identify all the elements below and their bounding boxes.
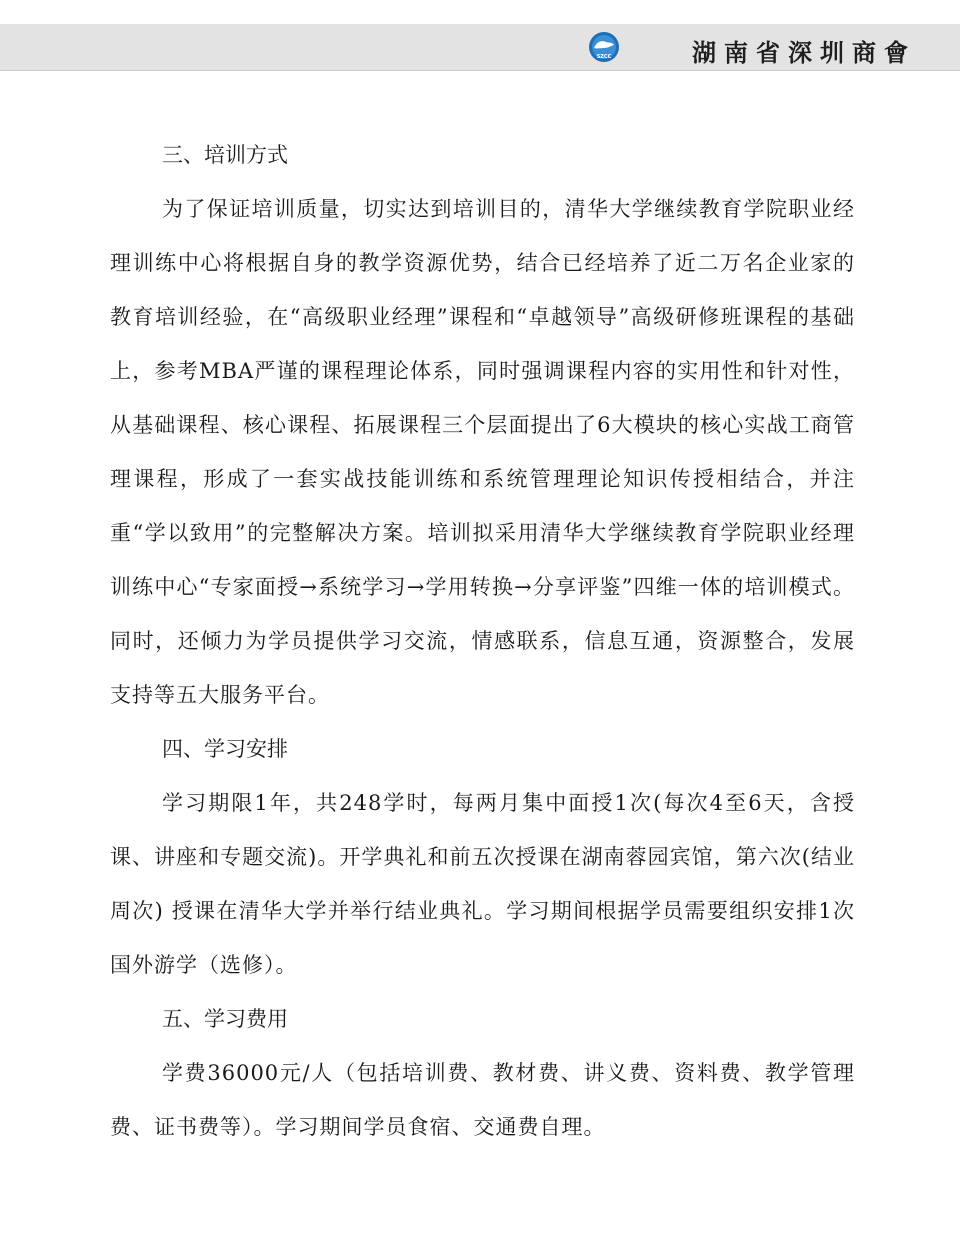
section-paragraph-training-method: 为了保证培训质量，切实达到培训目的，清华大学继续教育学院职业经理训练中心将根据自身的教学资源优势，结合已经培养了近二万名企业家的教育培训经验，在“高级职业经理”课程和“卓越领导”高级研修班课程的基础上，参考MBA严谨的课程理论体系，同时强调课程内容的实用性和针对性，从基础课程、核心课程、拓展课程三个层面提出了6大模块的核心实战工商管理课程，形成了一套实战技能训练和系统管理理论知识传授相结合，并注重“学以致用”的完整解决方案。培训拟采用清华大学继续教育学院职业经理训练中心“专家面授→系统学习→学用转换→分享评鉴”四维一体的培训模式。同时，还倾力为学员提供学习交流，情感联系，信息互通，资源整合，发展支持等五大服务平台。 (110, 197, 855, 707)
page-header (0, 24, 960, 71)
section-paragraph-study-fees: 学费36000元/人（包括培训费、教材费、讲义费、资料费、教学管理费、证书费等）。学习期间学员食宿、交通费自理。 (110, 1061, 855, 1139)
logo-text: SZCC (596, 54, 612, 60)
section-heading-study-arrangement: 四、学习安排 (162, 737, 288, 761)
section-heading-study-fees: 五、学习费用 (162, 1007, 288, 1031)
document-body (110, 128, 855, 1154)
szcc-logo-icon (588, 31, 620, 63)
section-paragraph-study-arrangement: 学习期限1年，共248学时，每两月集中面授1次(每次4至6天，含授课、讲座和专题交流)。开学典礼和前五次授课在湖南蓉园宾馆，第六次(结业周次) 授课在清华大学并举行结业典礼。学习期间根据学员需要组织安排1次国外游学（选修）。 (110, 791, 855, 977)
org-name: 湖南省深圳商會 (692, 38, 916, 67)
section-heading-training-method: 三、培训方式 (162, 143, 288, 167)
